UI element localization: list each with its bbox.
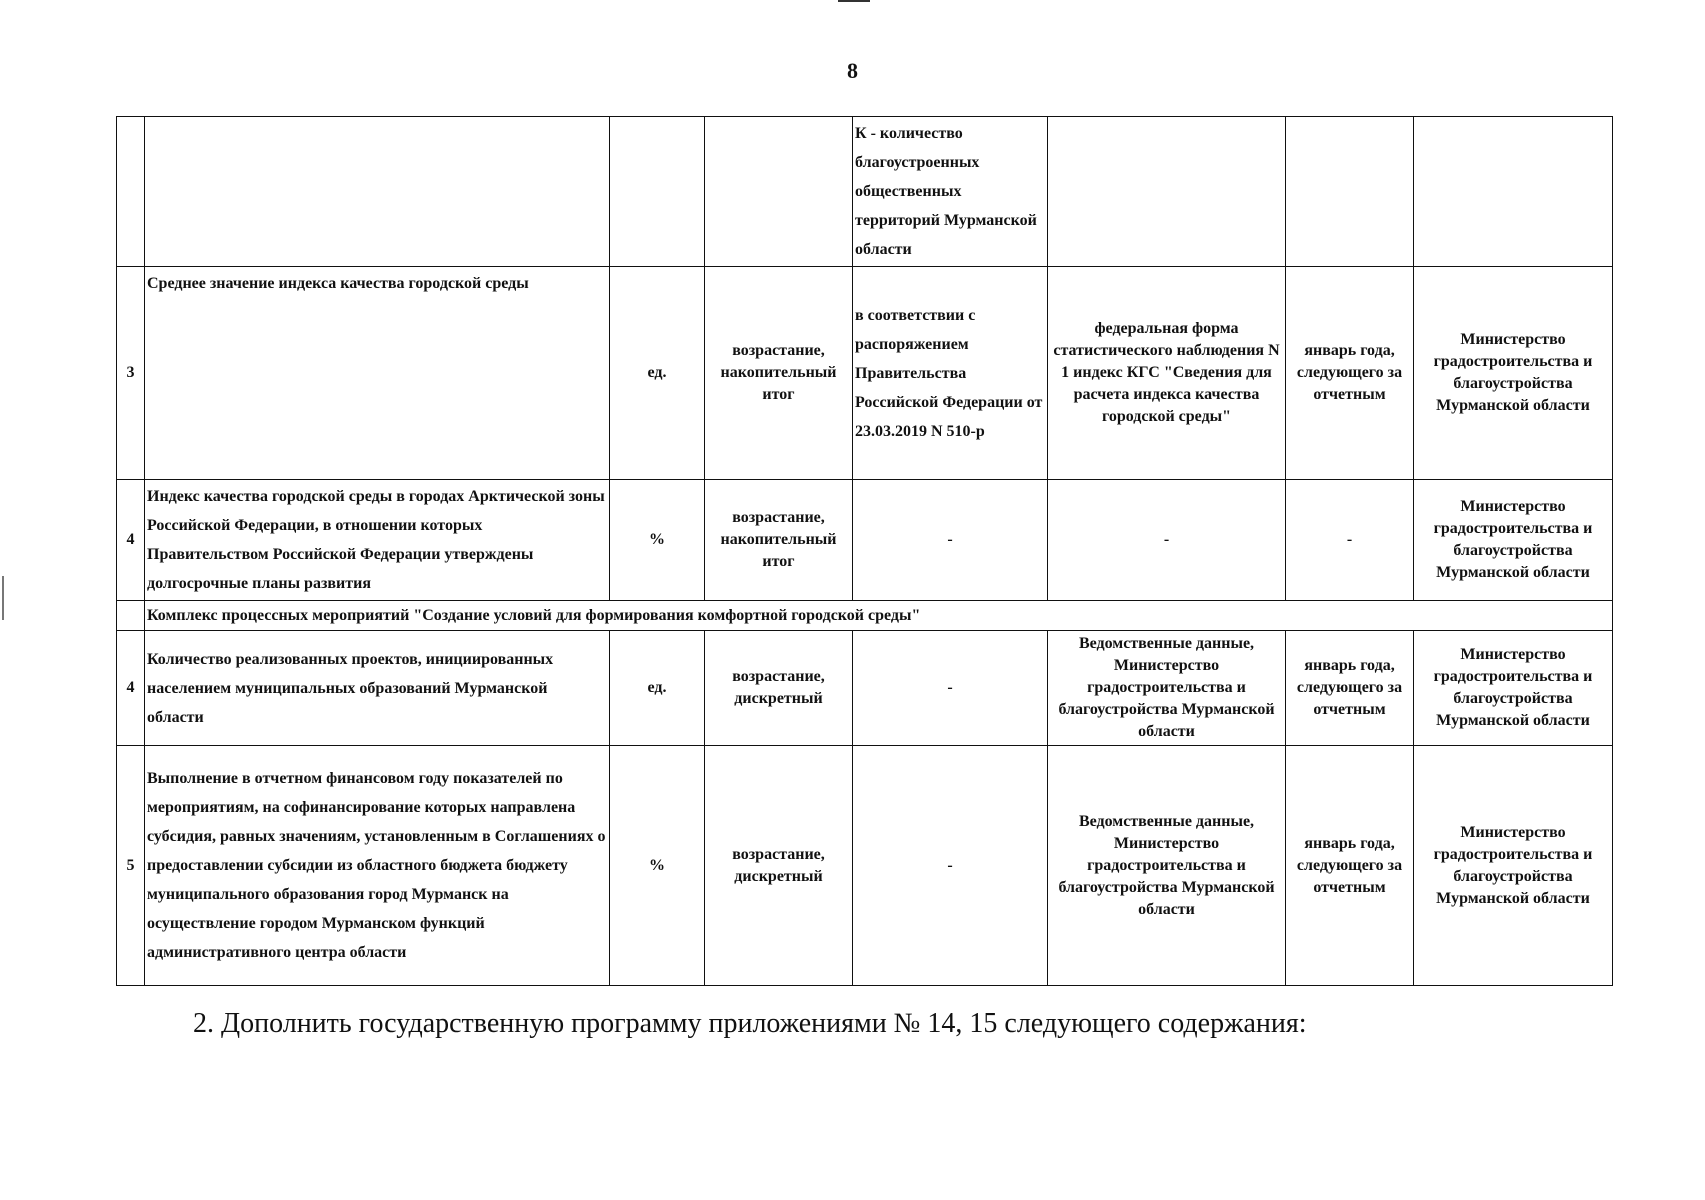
- unit-cell: ед.: [610, 631, 705, 746]
- dynamics-cell: возрастание, дискретный: [705, 631, 853, 746]
- responsible-cell: Министерство градостроительства и благоустройства Мурманской области: [1414, 267, 1613, 480]
- responsible-cell: [1414, 117, 1613, 267]
- calc-method-cell: К - количество благоустроенных общественных территорий Мурманской области: [853, 117, 1048, 267]
- indicator-name: Выполнение в отчетном финансовом году показателей по мероприятиям, на софинансирование которых направлена субсидия, равных значениям, установленным в Соглашениях о предоставлении субсидии из областного бюджета бюджету муниципального образования город Мурманск на осуществление городом Мурманском функций административного центра области: [145, 746, 610, 986]
- calc-method-cell: -: [853, 746, 1048, 986]
- period-cell: [1286, 117, 1414, 267]
- source-cell: [1048, 117, 1286, 267]
- dynamics-cell: [705, 117, 853, 267]
- row-number: 5: [117, 746, 145, 986]
- indicator-name: [145, 117, 610, 267]
- indicator-name: Индекс качества городской среды в городах Арктической зоны Российской Федерации, в отношении которых Правительством Российской Федерации утверждены долгосрочные планы развития: [145, 480, 610, 601]
- row-number: [117, 117, 145, 267]
- dynamics-cell: возрастание, накопительный итог: [705, 267, 853, 480]
- source-cell: Ведомственные данные, Министерство градостроительства и благоустройства Мурманской области: [1048, 746, 1286, 986]
- table-row: [117, 117, 1613, 267]
- period-cell: январь года, следующего за отчетным: [1286, 631, 1414, 746]
- indicator-name: Количество реализованных проектов, инициированных населением муниципальных образований Мурманской области: [145, 631, 610, 746]
- section-row: [117, 601, 1613, 631]
- source-cell: -: [1048, 480, 1286, 601]
- row-number: 4: [117, 631, 145, 746]
- responsible-cell: Министерство градостроительства и благоустройства Мурманской области: [1414, 480, 1613, 601]
- table-row: [117, 746, 1613, 986]
- unit-cell: %: [610, 480, 705, 601]
- scan-edge-mark: [2, 576, 4, 620]
- calc-method-cell: в соответствии с распоряжением Правительства Российской Федерации от 23.03.2019 N 510-р: [853, 267, 1048, 480]
- period-cell: -: [1286, 480, 1414, 601]
- indicator-name: Среднее значение индекса качества городской среды: [145, 267, 610, 480]
- responsible-cell: Министерство градостроительства и благоустройства Мурманской области: [1414, 631, 1613, 746]
- unit-cell: [610, 117, 705, 267]
- period-cell: январь года, следующего за отчетным: [1286, 746, 1414, 986]
- table-row: [117, 267, 1613, 480]
- section-number-cell: [117, 601, 145, 631]
- source-cell: федеральная форма статистического наблюдения N 1 индекс КГС "Сведения для расчета индекса качества городской среды": [1048, 267, 1286, 480]
- amendment-paragraph: 2. Дополнить государственную программу приложениями № 14, 15 следующего содержания:: [193, 1008, 1307, 1039]
- dynamics-cell: возрастание, накопительный итог: [705, 480, 853, 601]
- scan-top-mark: [838, 0, 870, 2]
- table-row: [117, 480, 1613, 601]
- row-number: 3: [117, 267, 145, 480]
- calc-method-cell: -: [853, 480, 1048, 601]
- unit-cell: %: [610, 746, 705, 986]
- source-cell: Ведомственные данные, Министерство градостроительства и благоустройства Мурманской области: [1048, 631, 1286, 746]
- unit-cell: ед.: [610, 267, 705, 480]
- indicators-table: [116, 116, 1613, 986]
- dynamics-cell: возрастание, дискретный: [705, 746, 853, 986]
- period-cell: январь года, следующего за отчетным: [1286, 267, 1414, 480]
- responsible-cell: Министерство градостроительства и благоустройства Мурманской области: [1414, 746, 1613, 986]
- table-row: [117, 631, 1613, 746]
- page-number: 8: [847, 58, 858, 83]
- calc-method-cell: -: [853, 631, 1048, 746]
- section-title: Комплекс процессных мероприятий "Создание условий для формирования комфортной городской среды": [145, 601, 1613, 631]
- row-number: 4: [117, 480, 145, 601]
